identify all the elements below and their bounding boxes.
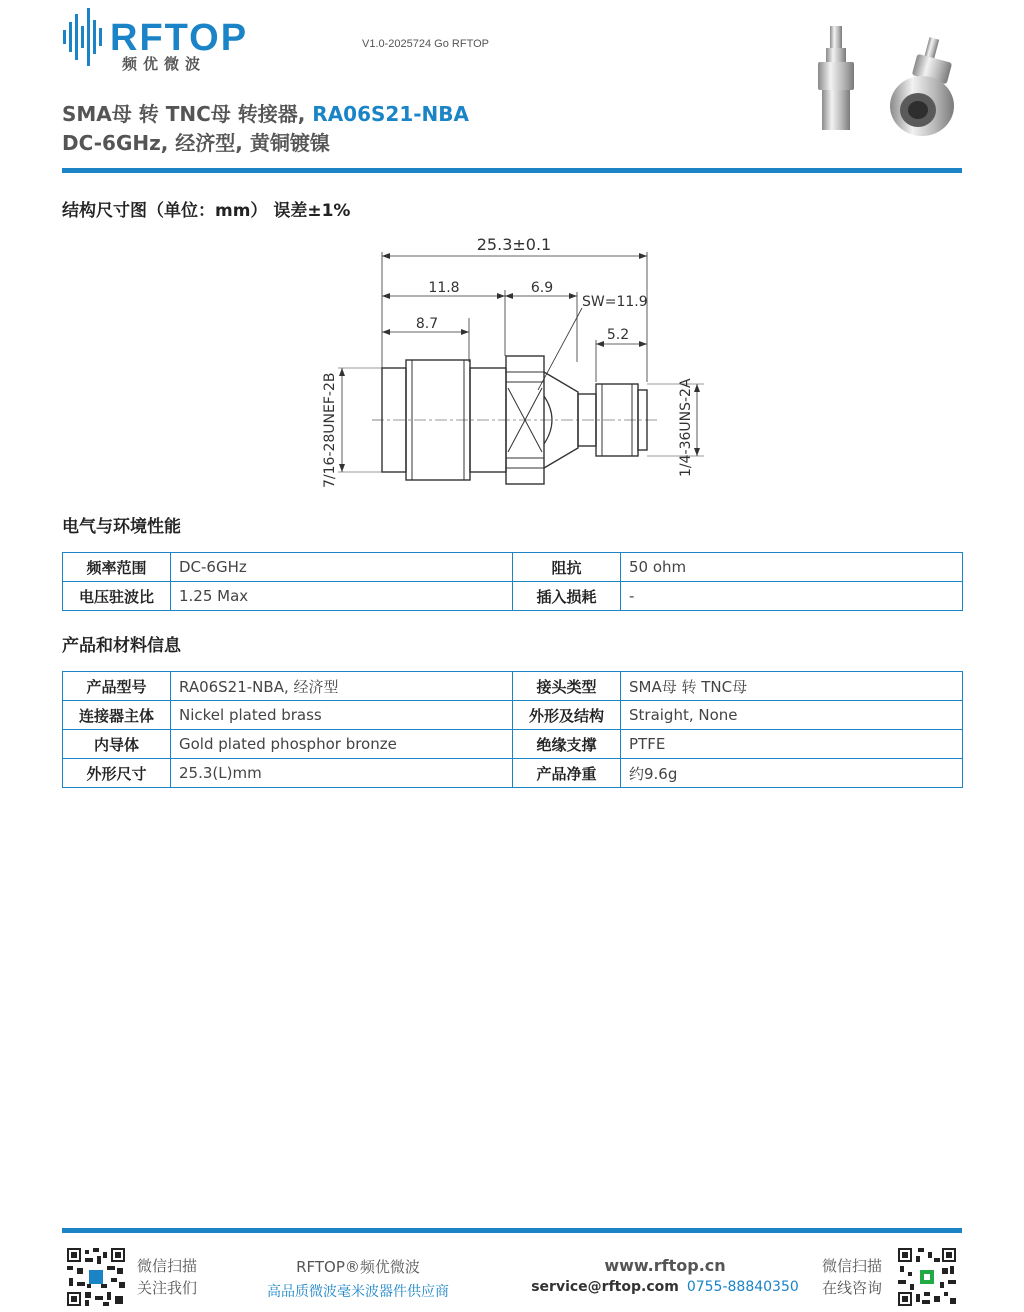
drawing-heading: 结构尺寸图（单位：mm） 误差±1% (62, 201, 351, 221)
spec-value: RA06S21-NBA, 经济型 (171, 672, 513, 701)
spec-value: SMA母 转 TNC母 (621, 672, 963, 701)
footer-divider (62, 1228, 962, 1233)
table-row (63, 759, 963, 788)
page-title: SMA母 转 TNC母 转接器, RA06S21-NBA (62, 102, 470, 126)
svg-text:6.9: 6.9 (530, 280, 554, 296)
spec-label: 阻抗 (513, 553, 621, 582)
spec-label: 内导体 (63, 730, 171, 759)
table-row (63, 553, 963, 582)
email-link[interactable]: service@rftop.com (531, 1279, 679, 1295)
svg-text:5.2: 5.2 (606, 327, 630, 343)
svg-text:频优微波: 频优微波 (122, 55, 207, 72)
spec-label: 外形及结构 (513, 701, 621, 730)
svg-text:25.3±0.1: 25.3±0.1 (476, 235, 552, 254)
svg-text:RFTOP: RFTOP (110, 17, 249, 59)
company-slogan: 高品质微波毫米波器件供应商 (267, 1284, 449, 1300)
footer-company (258, 1256, 458, 1301)
footer-wechat-left: 微信扫描 关注我们 (137, 1257, 198, 1297)
spec-value: PTFE (621, 730, 963, 759)
qr-code-right[interactable] (898, 1248, 956, 1306)
spec-value: 50 ohm (621, 553, 963, 582)
svg-text:SW=11.9: SW=11.9 (582, 294, 648, 310)
spec-value: Straight, None (621, 701, 963, 730)
svg-text:8.7: 8.7 (415, 316, 439, 332)
phone-number[interactable]: 0755-88840350 (686, 1279, 799, 1295)
spec-label: 绝缘支撑 (513, 730, 621, 759)
spec-label: 接头类型 (513, 672, 621, 701)
table-row (63, 672, 963, 701)
svg-text:7/16-28UNEF-2B: 7/16-28UNEF-2B (322, 372, 338, 488)
table-row (63, 701, 963, 730)
spec-label: 频率范围 (63, 553, 171, 582)
spec-value: 25.3(L)mm (171, 759, 513, 788)
header-divider (62, 168, 962, 173)
product-heading: 产品和材料信息 (62, 636, 181, 656)
spec-label: 外形尺寸 (63, 759, 171, 788)
qr-code-left[interactable] (67, 1248, 125, 1306)
electrical-table (62, 552, 963, 611)
version-label: V1.0-2025724 Go RFTOP (362, 38, 489, 50)
page-subtitle: DC-6GHz, 经济型, 黄铜镀镍 (62, 131, 330, 155)
website-link[interactable]: www.rftop.cn (604, 1256, 726, 1275)
spec-value: 约9.6g (621, 759, 963, 788)
product-photo (806, 18, 966, 138)
product-table (62, 671, 963, 788)
spec-value: 1.25 Max (171, 582, 513, 611)
spec-value: Gold plated phosphor bronze (171, 730, 513, 759)
spec-label: 插入损耗 (513, 582, 621, 611)
spec-label: 产品型号 (63, 672, 171, 701)
footer-contact (530, 1256, 800, 1295)
spec-value: - (621, 582, 963, 611)
spec-label: 连接器主体 (63, 701, 171, 730)
svg-text:11.8: 11.8 (428, 280, 460, 296)
rftop-logo (62, 0, 272, 72)
spec-label: 产品净重 (513, 759, 621, 788)
spec-value: DC-6GHz (171, 553, 513, 582)
dimension-drawing (312, 222, 712, 492)
model-number: RA06S21-NBA (312, 102, 470, 126)
spec-value: Nickel plated brass (171, 701, 513, 730)
table-row (63, 730, 963, 759)
electrical-heading: 电气与环境性能 (62, 517, 181, 537)
spec-label: 电压驻波比 (63, 582, 171, 611)
footer-wechat-right: 微信扫描 在线咨询 (822, 1257, 883, 1297)
company-name: RFTOP®频优微波 (296, 1258, 420, 1276)
svg-text:1/4-36UNS-2A: 1/4-36UNS-2A (678, 378, 694, 477)
table-row (63, 582, 963, 611)
